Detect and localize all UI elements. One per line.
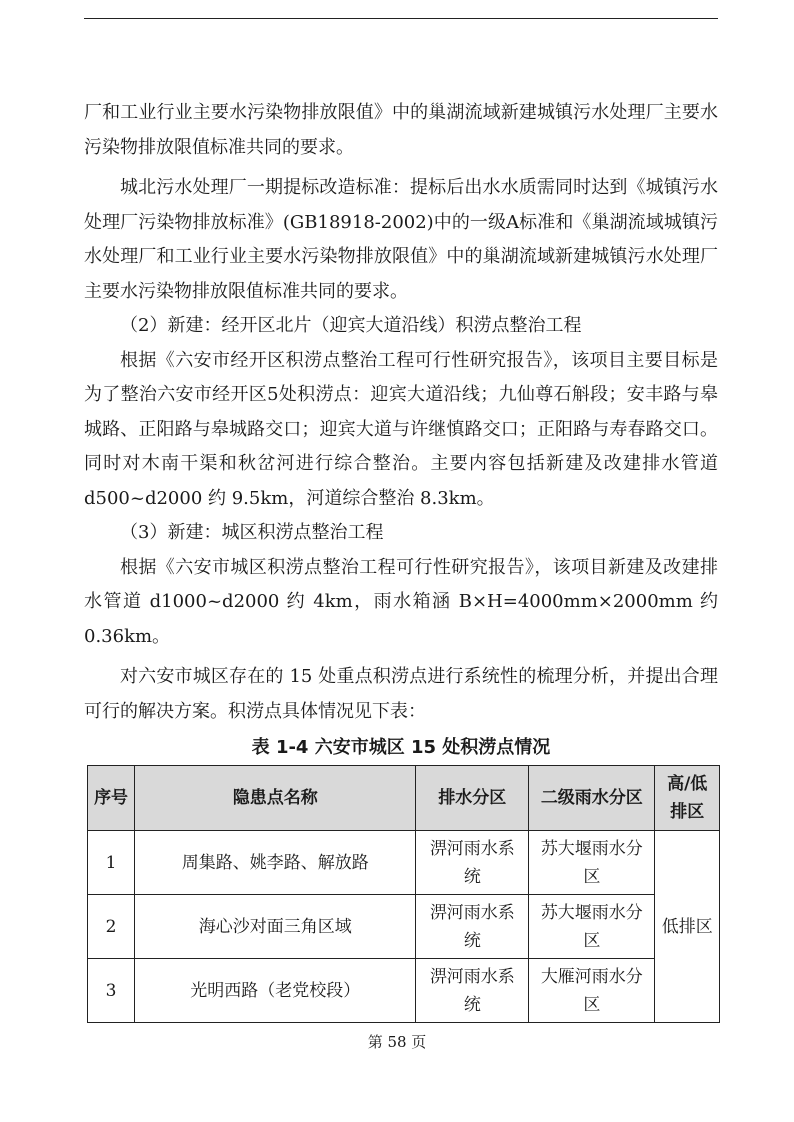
table-row [88,959,720,1023]
cell-sub-zone: 苏大堰雨水分区 [529,831,655,895]
section-heading: （2）新建：经开区北片（迎宾大道沿线）积涝点整治工程 [120,315,582,336]
cell-drain-zone: 淠河雨水系统 [416,895,529,959]
header-rule [84,18,718,19]
header-high-low: 高/低排区 [655,766,720,831]
table-row [88,831,720,895]
cell-no: 1 [88,831,135,895]
cell-sub-zone: 大雁河雨水分区 [529,959,655,1023]
header-no: 序号 [88,766,135,831]
paragraph: 根据《六安市经开区积涝点整治工程可行性研究报告》，该项目主要目标是为了整治六安市经开区5处积涝点：迎宾大道沿线；九仙尊石斛段；安丰路与皋城路、正阳路与皋城路交口；迎宾大道与许继慎路交口；正阳路与寿春路交口。同时对木南干渠和秋岔河进行综合整治。主要内容包括新建及改建排水管道 d500~d2000 约 9.5km，河道综合整治 8.3km。 [84,349,718,509]
cell-name: 海心沙对面三角区域 [135,895,416,959]
paragraph: 根据《六安市城区积涝点整治工程可行性研究报告》，该项目新建及改建排水管道 d1000~d2000 约 4km，雨水箱涵 B×H=4000mm×2000mm 约 0.36km。 [84,556,718,647]
cell-name: 光明西路（老党校段） [135,959,416,1023]
cell-sub-zone: 苏大堰雨水分区 [529,895,655,959]
waterlogging-table [87,765,720,1023]
table-row [88,895,720,959]
cell-no: 2 [88,895,135,959]
paragraph: 厂和工业行业主要水污染物排放限值》中的巢湖流域新建城镇污水处理厂主要水污染物排放限值标准共同的要求。 [84,102,718,158]
cell-no: 3 [88,959,135,1023]
header-sub-zone: 二级雨水分区 [529,766,655,831]
page-number: 第 58 页 [367,1033,427,1051]
cell-zone-merged: 低排区 [655,831,720,1023]
document-body [84,96,718,763]
section-heading: （3）新建：城区积涝点整治工程 [120,522,384,543]
paragraph: 城北污水处理厂一期提标改造标准：提标后出水水质需同时达到《城镇污水处理厂污染物排放标准》(GB18918-2002)中的一级A标准和《巢湖流域城镇污水处理厂和工业行业主要水污染物排放限值》中的巢湖流域新建城镇污水处理厂主要水污染物排放限值标准共同的要求。 [84,177,718,302]
header-name: 隐患点名称 [135,766,416,831]
table-caption: 表 1-4 六安市城区 15 处积涝点情况 [251,737,551,758]
cell-drain-zone: 淠河雨水系统 [416,831,529,895]
cell-drain-zone: 淠河雨水系统 [416,959,529,1023]
cell-name: 周集路、姚李路、解放路 [135,831,416,895]
header-drain-zone: 排水分区 [416,766,529,831]
table-header-row [88,766,720,831]
paragraph: 对六安市城区存在的 15 处重点积涝点进行系统性的梳理分析，并提出合理可行的解决方案。积涝点具体情况见下表： [84,666,718,722]
